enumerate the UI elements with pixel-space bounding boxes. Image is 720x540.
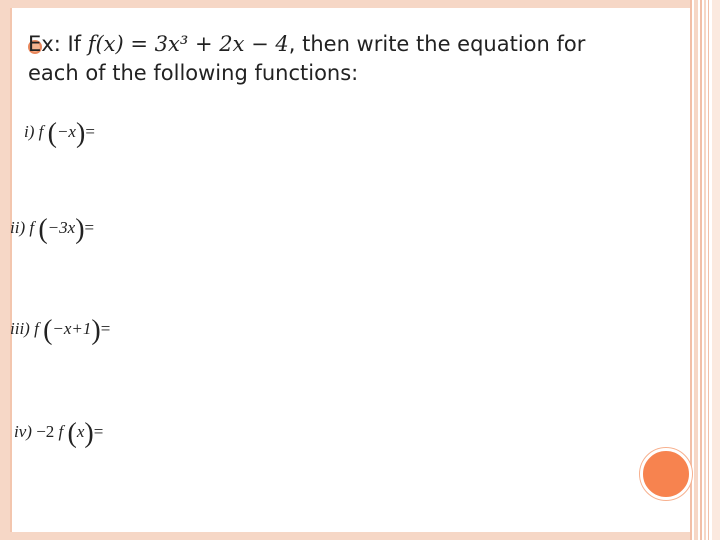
decorative-circle — [640, 448, 692, 500]
item-equals: = — [100, 319, 111, 338]
right-stripe — [694, 0, 698, 540]
right-stripe — [704, 0, 706, 540]
item-label: ii) — [10, 218, 26, 237]
left-border — [0, 0, 10, 540]
item-argument: −3x — [47, 218, 76, 237]
exercise-item: iv) −2 f (x)= — [14, 418, 104, 449]
heading-function: f(x) = 3x³ + 2x − 4 — [87, 32, 289, 56]
exercise-item: ii) f (−3x)= — [10, 214, 95, 245]
right-stripe — [690, 0, 692, 540]
bottom-border — [0, 532, 690, 540]
item-label: iv) — [14, 422, 32, 441]
item-equals: = — [85, 122, 95, 141]
right-stripe — [712, 0, 720, 540]
top-border — [0, 0, 690, 8]
heading-suffix: , then write the equation for each of the following functions: — [28, 32, 586, 85]
heading-prefix: Ex: If — [28, 32, 88, 56]
item-equals: = — [93, 422, 104, 441]
item-function: f — [38, 122, 44, 141]
item-equals: = — [84, 218, 95, 237]
exercise-item: iii) f (−x+1)= — [10, 315, 111, 346]
item-argument: −x — [56, 122, 76, 141]
item-argument: x — [76, 422, 85, 441]
item-function: f — [29, 218, 35, 237]
right-stripe — [700, 0, 702, 540]
item-label: i) — [24, 122, 35, 141]
item-function: f — [34, 319, 39, 338]
item-label: iii) — [10, 319, 30, 338]
exercise-item: i) f (−x)= — [24, 118, 95, 149]
left-border-line — [10, 0, 12, 540]
right-stripe — [708, 0, 709, 540]
item-coefficient: −2 — [36, 422, 55, 441]
slide-heading — [28, 30, 638, 88]
item-function: f — [58, 422, 64, 441]
item-argument: −x+1 — [52, 319, 92, 338]
